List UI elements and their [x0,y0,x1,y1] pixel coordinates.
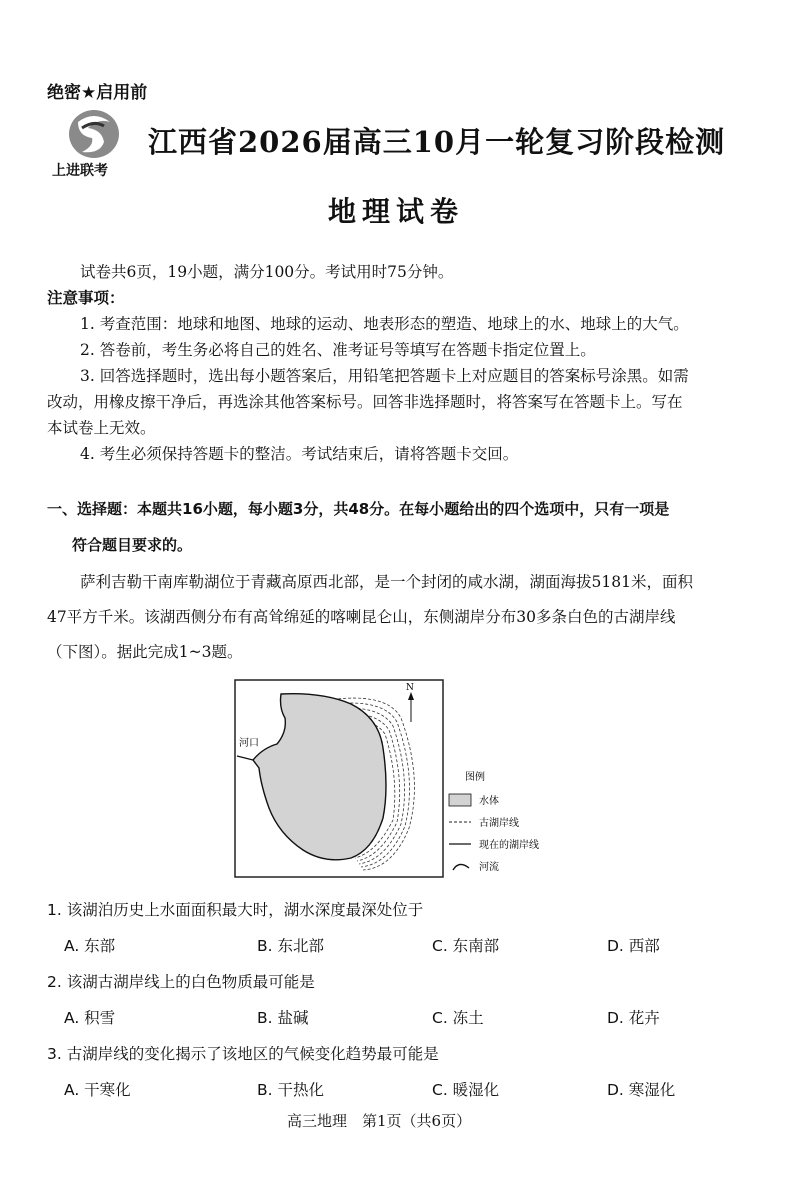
q2-option-a[interactable]: A. 积雪 [64,1009,116,1027]
q1-option-b[interactable]: B. 东北部 [257,937,324,955]
q3-option-c[interactable]: C. 暖湿化 [432,1081,500,1099]
notice-item: 1. 考查范围：地球和地图、地球的运动、地表形态的塑造、地球上的水、地球上的大气。 [80,315,689,333]
q1-option-c[interactable]: C. 东南部 [432,937,500,955]
notice-item: 本试卷上无效。 [47,419,156,437]
q3-option-d[interactable]: D. 寒湿化 [607,1081,676,1099]
river-mouth-label: 河口 [239,738,259,749]
exam-title: 江西省2026届高三10月一轮复习阶段检测 [148,125,726,159]
q2-option-c[interactable]: C. 冻土 [432,1009,484,1027]
legend-ancient-shore: 古湖岸线 [479,818,519,829]
q3-option-b[interactable]: B. 干热化 [257,1081,324,1099]
notice-item: 3. 回答选择题时，选出每小题答案后，用铅笔把答题卡上对应题目的答案标号涂黑。如需 [80,367,689,385]
exam-subtitle: 地理试卷 [328,195,465,228]
section-heading-cont: 符合题目要求的。 [72,536,193,554]
legend-title: 图例 [465,772,485,783]
legend-river: 河流 [479,862,499,873]
passage-line: （下图）。据此完成1~3题。 [47,643,243,661]
intro-text: 试卷共6页，19小题，满分100分。考试用时75分钟。 [80,263,454,281]
north-label: N [406,683,414,693]
q3-option-a[interactable]: A. 干寒化 [64,1081,131,1099]
q1-option-d[interactable]: D. 西部 [607,937,660,955]
notice-item: 改动，用橡皮擦干净后，再选涂其他答案标号。回答非选择题时，将答案写在答题卡上。写在 [47,393,683,411]
question-1-stem: 1. 该湖泊历史上水面面积最大时，湖水深度最深处位于 [47,901,424,919]
question-2-stem: 2. 该湖古湖岸线上的白色物质最可能是 [47,973,315,991]
logo-text: 上进联考 [52,163,108,179]
notice-heading: 注意事项： [47,289,125,307]
q1-option-a[interactable]: A. 东部 [64,937,116,955]
question-3-stem: 3. 古湖岸线的变化揭示了该地区的气候变化趋势最可能是 [47,1045,439,1063]
passage-line: 47平方千米。该湖西侧分布有高耸绵延的喀喇昆仑山，东侧湖岸分布30多条白色的古湖岸线 [47,608,676,626]
page-footer: 高三地理 第1页（共6页） [287,1112,472,1130]
notice-item: 4. 考生必须保持答题卡的整洁。考试结束后，请将答题卡交回。 [80,445,519,463]
passage-line: 萨利吉勒干南库勒湖位于青藏高原西北部，是一个封闭的咸水湖，湖面海拔5181米，面积 [80,573,693,591]
section-heading: 一、选择题：本题共16小题，每小题3分，共48分。在每小题给出的四个选项中，只有一项是 [47,500,670,518]
secret-label: 绝密★启用前 [47,83,148,103]
legend-water: 水体 [479,796,499,807]
legend-current-shore: 现在的湖岸线 [479,840,539,851]
q2-option-b[interactable]: B. 盐碱 [257,1009,309,1027]
lake-map [233,678,563,880]
q2-option-d[interactable]: D. 花卉 [607,1009,660,1027]
notice-item: 2. 答卷前，考生务必将自己的姓名、准考证号等填写在答题卡指定位置上。 [80,341,596,359]
